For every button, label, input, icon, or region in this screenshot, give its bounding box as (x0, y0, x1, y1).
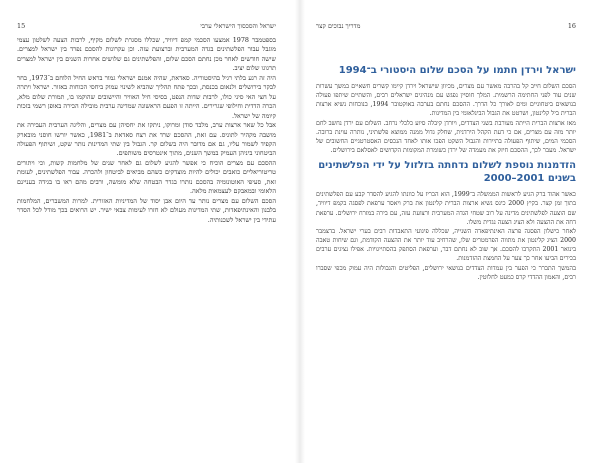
left-running-header: ישראל והסכסוך הישראלי ערבי (200, 22, 276, 30)
left-page-header (17, 22, 276, 30)
right-page-header (316, 22, 576, 30)
section-heading-palestinians: הזדמנות נוספת לשלום נדחתה בזלזול על ידי הפלשתינים בשנים 2001–2000 (318, 160, 576, 185)
right-page (302, 0, 592, 463)
left-page-body (17, 36, 276, 225)
body-paragraph: בהמשך התברר כי הפער בין עמדות הצדדים בנושאי ירושלים, הפליטים והגבולות היה עמוק מכפי שסברו רבים, והאמון ההדדי קרס כמעט לחלוטין. (316, 264, 576, 281)
body-paragraph: כאשר אהוד ברק הגיע לראשות הממשלה ב־1999, הוא הכריז על כוונתו להגיע להסדר קבע עם הפלשתינים בתוך זמן קצר. בקיץ 2000 כינס נשיא ארצות הברית קלינטון את ברק ויאסר ערפאת לפסגה בקמפ דיוויד, שם הוצעה לפלשתינים מדינה על רוב שטחי הגדה המערבית ורצועת עזה, עם בירה במזרח ירושלים. ערפאת דחה את ההצעה ולא הציג הצעה נגדית משלו. (316, 191, 576, 226)
body-paragraph: מאז ארצות הברית הייתה מעורבת בשני הצדדים, ויורדן קיבלה סיוע כלכלי נרחב. השלום עם ירדן נחשב לחם יותר מזה עם מצרים, אם כי דעת הקהל הירדנית, שחלק גדול ממנה ממוצא פלשתיני, נותרה עוינת ברובה. הסכמי המים, שיתוף הפעולה בתיירות והגבול השקט הפכו אותו לאחד הנכסים האסטרטגיים החשובים של ישראל. מעבר לכך, ההסכם חיזק את מעמדה של ירדן כשומרת המקומות הקדושים לאסלאם בירושלים. (316, 119, 576, 155)
left-page-number: 15 (17, 22, 26, 30)
body-paragraph: הסכם השלום עם מצרים נותר עד היום אבן יסוד של המדיניות האזורית. למרות המשברים, המלחמות בלבנון והאינתיפאדות, שתי המדינות מעולם לא חזרו לעימות צבאי ישיר. יש הרואים בכך מודל לכל הסדר עתידי בין ישראל לשכנותיה. (17, 196, 276, 224)
body-paragraph: אבל כל שאר ארצות ערב, מלבד סודן ומרוקו, ניתקו את יחסיהן עם מצרים, והליגה הערבית העבירה את מושבה מקהיר לתוניס. עם זאת, ההסכם שרד את רצח סאדאת ב־1981, כאשר יורשו חוסני מובארק הקפיד לשמור עליו, גם אם מדובר היה בשלום קר. הגבול בין שתי המדינות נותר שקט, ושיתוף הפעולה הביטחוני ביניהן העמיק במשך השנים, מתוך אינטרסים משותפים. (17, 121, 277, 158)
body-paragraph: ההסכם עם מצרים הוכיח כי אפשר להגיע לשלום גם לאחר שנים של מלחמות קשות, וכי ויתורים טריטוריאליים כואבים יכולים להיות מוצדקים כשהם מביאים לביטחון ולהכרה. עבור הפלשתינים, לעומת זאת, סעיפי האוטונומיה בהסכם נותרו בגדר הבטחה שלא מומשה, ורבים מהם ראו בו בגידה בעניינם הלאומי ובמאבקם לעצמאות מלאה. (17, 158, 276, 196)
section-heading-jordan: ישראל וירדן חתמו על הסכם שלום היסטורי ב־1994 (338, 65, 576, 76)
right-running-header: מדריך נבוכים קצר (316, 22, 361, 30)
left-page (0, 0, 290, 463)
body-paragraph: הסכם השלום חייב קל בהרבה מאשר עם מצרים, מכיוון שישראל וירדן קיימו קשרים חשאיים במשך עשרות שנים עוד לפני החתימה הרשמית. המלך חוסיין נפגש עם מנהיגים ישראלים רבים, והשתיים שיתפו פעולה בנושאים ביטחוניים ומים לאורך כל הדרך. ההסכם נחתם בערבה באוקטובר 1994, בנוכחות נשיא ארצות הברית ביל קלינטון, ושרטט את הגבול הבינלאומי בין המדינות. (316, 83, 577, 118)
chapter-top-space (316, 36, 576, 60)
right-page-number: 16 (567, 22, 576, 30)
body-paragraph: היה זה רגע בלתי רגיל בהיסטוריה. סאדאת, שהיה אמנם ישראלי גמור בראש החיל הלוחם ב־1973, בחר לבקר בירושלים ולנאום בכנסת, ובכך פתח תהליך שהביא לשינוי עמוק ביחסי הכוחות באזור. ישראל ויתרה על חצי האי סיני כולו, לרבות שדות הנפט, בסיסי חיל האוויר והיישובים שהוקמו בו, תמורת שלום מלא, הכרה הדדית וחילופי שגרירים. הייתה זו הפעם הראשונה שמדינה ערבית מובילה הכירה באופן רשמי בזכות קיומה של ישראל. (17, 73, 276, 120)
section-body-jordan (316, 82, 576, 155)
section-body-palestinians (316, 190, 576, 282)
body-paragraph: לאחר כישלון הפסגה פרצה האינתיפאדה השנייה, שכללה פיגועי התאבדות רבים בערי ישראל. בדצמבר 2000 הציג קלינטון את מתווה הפרמטרים שלו, שהרחיב עוד יותר את ההצעה הקודמת, וגם שיחות טאבה בינואר 2001 התקרבו להסכם. אך שוב לא נחתם דבר, וערפאת הסתפק בהסתייגויות. אפילו נציגים ערבים בכירים הביעו אחר כך צער על החמצת ההזדמנות. (316, 227, 576, 263)
body-paragraph: בספטמבר 1978 אמצעו הסכמי קמפ דיוויד, שכללו מסגרת לשלום מקיף, לרבות הצעה לשלטון עצמי מוגבל עבור הפלשתינים בגדה המערבית וברצועת עזה. וכן עקרונות להסכם נפרד בין ישראל למצרים. שישה חודשים לאחר מכן נחתם הסכם שלום, והפלשתינים גם שלושים אחרות השנים בין ישראל למצרים תרגוגו שלום יציב. (17, 36, 276, 73)
